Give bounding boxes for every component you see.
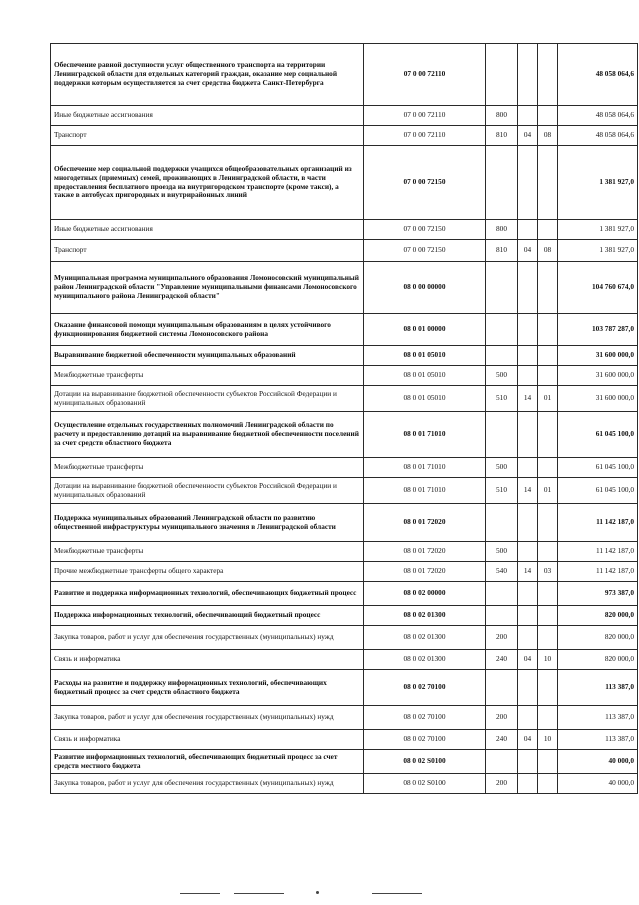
row-rz: 04 [518,730,538,750]
row-vr: 510 [486,478,518,504]
row-rz [518,582,538,606]
table-row [51,366,638,386]
row-vr: 240 [486,730,518,750]
row-rz [518,542,538,562]
row-code: 07 0 00 72110 [364,44,486,106]
row-rz [518,412,538,458]
table-row [51,670,638,706]
row-pr [538,706,558,730]
row-sum: 104 760 674,0 [558,262,638,314]
row-sum: 61 045 100,0 [558,458,638,478]
row-rz: 14 [518,478,538,504]
row-name: Поддержка муниципальных образований Ленинградской области по развитию общественной инфраструктуры муниципального значения в Ленинградской области [51,504,364,542]
table-row [51,542,638,562]
row-name: Оказание финансовой помощи муниципальным образованиям в целях устойчивого функционирования бюджетной системы Ломоносовского района [51,314,364,346]
table-row [51,478,638,504]
row-vr [486,582,518,606]
row-vr: 500 [486,458,518,478]
row-rz: 04 [518,126,538,146]
row-rz [518,346,538,366]
row-sum: 31 600 000,0 [558,366,638,386]
row-pr [538,458,558,478]
table-row [51,106,638,126]
row-sum: 11 142 187,0 [558,542,638,562]
row-name: Поддержка информационных технологий, обеспечивающий бюджетный процесс [51,606,364,626]
row-sum: 113 387,0 [558,670,638,706]
row-vr: 200 [486,626,518,650]
row-sum: 1 381 927,0 [558,146,638,220]
row-code: 07 0 00 72150 [364,146,486,220]
row-vr: 810 [486,126,518,146]
row-pr [538,412,558,458]
row-name: Развитие и поддержка информационных технологий, обеспечивающих бюджетный процесс [51,582,364,606]
row-vr: 200 [486,774,518,794]
row-vr: 240 [486,650,518,670]
row-name: Прочие межбюджетные трансферты общего характера [51,562,364,582]
row-sum: 11 142 187,0 [558,562,638,582]
footer-line-1 [180,893,220,894]
row-code: 08 0 02 01300 [364,606,486,626]
row-vr: 510 [486,386,518,412]
row-sum: 1 381 927,0 [558,220,638,240]
row-sum: 103 787 287,0 [558,314,638,346]
row-vr [486,670,518,706]
row-name: Иные бюджетные ассигнования [51,106,364,126]
row-pr [538,504,558,542]
row-rz: 14 [518,562,538,582]
table-row [51,730,638,750]
row-sum: 48 058 064,6 [558,126,638,146]
table-row [51,126,638,146]
row-rz [518,706,538,730]
row-sum: 113 387,0 [558,730,638,750]
row-pr: 08 [538,240,558,262]
row-vr [486,412,518,458]
row-code: 08 0 00 00000 [364,262,486,314]
budget-table-body [51,44,638,794]
row-rz [518,670,538,706]
row-sum: 973 387,0 [558,582,638,606]
row-sum: 820 000,0 [558,606,638,626]
row-code: 08 0 01 71010 [364,478,486,504]
row-name: Транспорт [51,126,364,146]
table-row [51,346,638,366]
footer-line-3 [372,893,422,894]
row-code: 08 0 02 70100 [364,670,486,706]
row-vr: 810 [486,240,518,262]
row-pr: 08 [538,126,558,146]
row-name: Осуществление отдельных государственных полномочий Ленинградской области по расчету и предоставлению дотаций на выравнивание бюджетной обеспеченности поселений за счет средств областного бюджета [51,412,364,458]
row-code: 08 0 02 S0100 [364,750,486,774]
row-code: 08 0 01 05010 [364,346,486,366]
row-name: Выравнивание бюджетной обеспеченности муниципальных образований [51,346,364,366]
row-rz: 04 [518,650,538,670]
row-sum: 1 381 927,0 [558,240,638,262]
row-code: 07 0 00 72150 [364,220,486,240]
row-vr [486,44,518,106]
row-pr [538,582,558,606]
row-name: Муниципальная программа муниципального образования Ломоносовский муниципальный район Ленинградской области "Управление муниципальными финансами Ломоносовского муниципального района Ленинградской области" [51,262,364,314]
row-name: Иные бюджетные ассигнования [51,220,364,240]
row-rz [518,606,538,626]
table-row [51,44,638,106]
table-row [51,750,638,774]
row-rz [518,262,538,314]
row-vr: 500 [486,366,518,386]
row-pr [538,314,558,346]
row-name: Межбюджетные трансферты [51,366,364,386]
row-pr [538,750,558,774]
row-vr [486,262,518,314]
row-pr [538,106,558,126]
budget-table [50,43,638,794]
row-sum: 113 387,0 [558,706,638,730]
row-sum: 48 058 064,6 [558,44,638,106]
row-name: Закупка товаров, работ и услуг для обеспечения государственных (муниципальных) нужд [51,774,364,794]
table-row [51,386,638,412]
row-code: 08 0 01 72020 [364,542,486,562]
row-name: Связь и информатика [51,650,364,670]
row-vr [486,504,518,542]
footer-line-2 [234,893,284,894]
table-row [51,458,638,478]
row-pr [538,774,558,794]
row-sum: 40 000,0 [558,750,638,774]
table-row [51,262,638,314]
row-code: 07 0 00 72150 [364,240,486,262]
row-code: 08 0 01 72020 [364,562,486,582]
row-rz [518,366,538,386]
row-code: 08 0 02 00000 [364,582,486,606]
row-rz [518,146,538,220]
row-name: Развитие информационных технологий, обеспечивающих бюджетный процесс за счет средств местного бюджета [51,750,364,774]
row-vr [486,146,518,220]
row-pr [538,670,558,706]
row-pr [538,606,558,626]
row-code: 08 0 02 01300 [364,650,486,670]
row-pr [538,346,558,366]
row-vr [486,314,518,346]
row-code: 08 0 02 70100 [364,730,486,750]
row-name: Обеспечение мер социальной поддержки учащихся общеобразовательных организаций из многодетных (приемных) семей, проживающих в Ленинградской области, в части предоставления бесплатного проезда на внутригородском транспорте (кроме такси), а также в автобусах пригородных и внутрирайонных линий [51,146,364,220]
row-rz [518,774,538,794]
row-rz [518,626,538,650]
row-pr [538,44,558,106]
table-row [51,562,638,582]
row-sum: 61 045 100,0 [558,412,638,458]
row-name: Межбюджетные трансферты [51,542,364,562]
row-code: 08 0 01 05010 [364,386,486,412]
row-sum: 820 000,0 [558,650,638,670]
row-pr: 10 [538,730,558,750]
row-rz [518,220,538,240]
row-pr: 10 [538,650,558,670]
row-code: 08 0 01 71010 [364,412,486,458]
row-name: Дотации на выравнивание бюджетной обеспеченности субъектов Российской Федерации и муниципальных образований [51,478,364,504]
table-row [51,504,638,542]
row-code: 08 0 01 00000 [364,314,486,346]
row-vr: 540 [486,562,518,582]
row-vr: 800 [486,220,518,240]
row-vr: 200 [486,706,518,730]
row-rz: 14 [518,386,538,412]
row-vr: 500 [486,542,518,562]
row-name: Транспорт [51,240,364,262]
table-row [51,774,638,794]
row-code: 08 0 02 70100 [364,706,486,730]
row-name: Закупка товаров, работ и услуг для обеспечения государственных (муниципальных) нужд [51,626,364,650]
row-pr: 01 [538,386,558,412]
row-name: Расходы на развитие и поддержку информационных технологий, обеспечивающих бюджетный процесс за счет средств областного бюджета [51,670,364,706]
row-pr [538,366,558,386]
row-code: 08 0 01 71010 [364,458,486,478]
row-vr [486,750,518,774]
row-name: Межбюджетные трансферты [51,458,364,478]
table-row [51,582,638,606]
table-row [51,314,638,346]
row-code: 08 0 02 S0100 [364,774,486,794]
table-row [51,606,638,626]
table-row [51,146,638,220]
row-sum: 40 000,0 [558,774,638,794]
row-name: Связь и информатика [51,730,364,750]
table-row [51,412,638,458]
row-rz [518,750,538,774]
row-pr: 03 [538,562,558,582]
row-rz [518,504,538,542]
row-sum: 48 058 064,6 [558,106,638,126]
row-rz [518,44,538,106]
row-rz: 04 [518,240,538,262]
row-rz [518,458,538,478]
row-pr [538,146,558,220]
row-pr: 01 [538,478,558,504]
row-sum: 820 000,0 [558,626,638,650]
row-code: 08 0 01 72020 [364,504,486,542]
row-pr [538,626,558,650]
row-pr [538,220,558,240]
row-rz [518,106,538,126]
row-name: Дотации на выравнивание бюджетной обеспеченности субъектов Российской Федерации и муниципальных образований [51,386,364,412]
footer-mark [316,891,319,894]
table-row [51,220,638,240]
row-rz [518,314,538,346]
row-code: 08 0 01 05010 [364,366,486,386]
row-code: 07 0 00 72110 [364,106,486,126]
row-pr [538,262,558,314]
row-sum: 61 045 100,0 [558,478,638,504]
row-name: Обеспечение равной доступности услуг общественного транспорта на территории Ленинградской области для отдельных категорий граждан, оказание мер социальной поддержки которым осуществляется за счет средства бюджета Санкт-Петербурга [51,44,364,106]
row-code: 07 0 00 72110 [364,126,486,146]
table-row [51,706,638,730]
row-sum: 31 600 000,0 [558,386,638,412]
row-code: 08 0 02 01300 [364,626,486,650]
row-name: Закупка товаров, работ и услуг для обеспечения государственных (муниципальных) нужд [51,706,364,730]
row-sum: 11 142 187,0 [558,504,638,542]
row-vr: 800 [486,106,518,126]
table-row [51,626,638,650]
table-row [51,650,638,670]
row-vr [486,346,518,366]
table-row [51,240,638,262]
row-pr [538,542,558,562]
row-sum: 31 600 000,0 [558,346,638,366]
row-vr [486,606,518,626]
